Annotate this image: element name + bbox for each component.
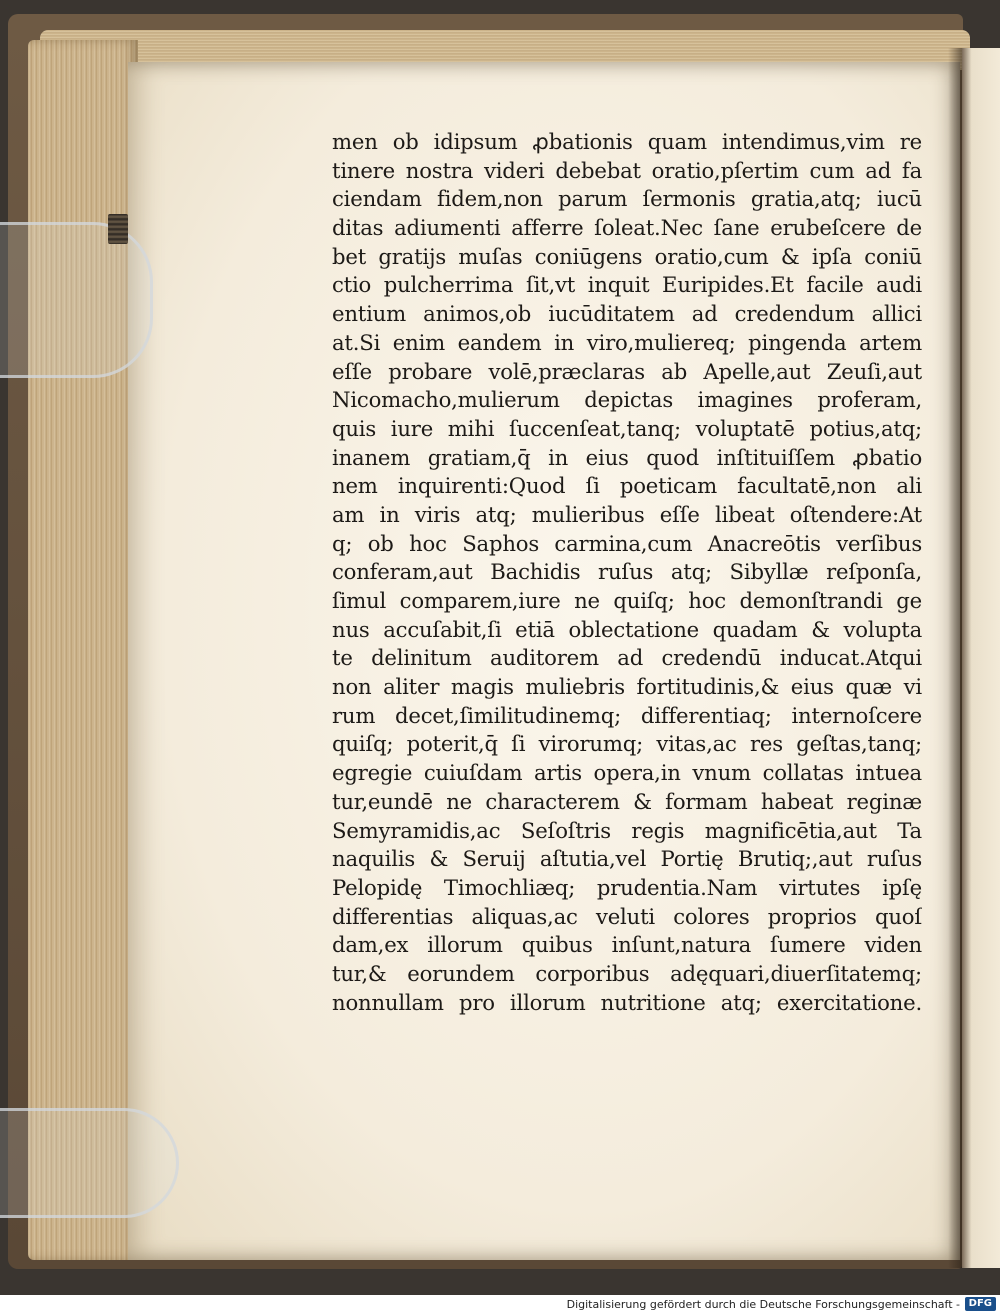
text-line: eſſe probare volē,præclaras ab Apelle,aut Zeuſi,aut	[332, 358, 922, 384]
text-line: bet gratijs muſas coniūgens oratio,cum & ipſa coniū	[332, 243, 922, 269]
text-line: Nicomacho,mulierum depictas imagines proferam,	[332, 387, 922, 413]
text-line: te delinitum auditorem ad credendū inducat.Atqui	[332, 645, 922, 671]
facing-page-strip	[962, 48, 1000, 1268]
text-line: at.Si enim eandem in viro,muliereq; pingenda artem	[332, 329, 922, 355]
text-line: quis iure mihi ſuccenſeat,tanq; voluptatē potius,atq;	[332, 415, 922, 441]
page-text-block	[332, 128, 922, 1017]
text-line: ciendam fidem,non parum ſermonis gratia,atq; iucū	[332, 186, 922, 212]
page-clip-bottom	[0, 1108, 179, 1218]
text-line: Pelopidę Timochliæq; prudentia.Nam virtutes ipſę	[332, 874, 922, 900]
text-line: egregie cuiuſdam artis opera,in vnum collatas intuea	[332, 760, 922, 786]
text-line: ctio pulcherrima ſit,vt inquit Euripides.Et facile audi	[332, 272, 922, 298]
page-clip-top	[0, 222, 153, 378]
text-line: naquilis & Seruij aſtutia,vel Portię Brutiq;,aut ruſus	[332, 846, 922, 872]
text-line: non aliter magis muliebris fortitudinis,& eius quæ vi	[332, 674, 922, 700]
text-line: dam,ex illorum quibus inſunt,natura ſumere viden	[332, 932, 922, 958]
text-line: am in viris atq; mulieribus eſſe libeat oſtendere:At	[332, 501, 922, 527]
text-line: tur,eundē ne characterem & formam habeat reginæ	[332, 788, 922, 814]
text-line: tinere nostra videri debebat oratio,pſertim cum ad fa	[332, 157, 922, 183]
text-line: conferam,aut Bachidis ruſus atq; Sibyllæ reſponſa,	[332, 559, 922, 585]
text-line: ditas adiumenti afferre ſoleat.Nec ſane erubeſcere de	[332, 215, 922, 241]
text-line: inanem gratiam,q̄ in eius quod inſtituiſſem ꝓbatio	[332, 444, 922, 470]
text-line: men ob idipsum ꝓbationis quam intendimus,vim re	[332, 129, 922, 154]
text-line: nonnullam pro illorum nutritione atq; exercitatione.	[332, 989, 922, 1015]
clip-tab	[108, 214, 128, 244]
text-line: rum decet,ſimilitudinemq; differentiaq; internoſcere	[332, 702, 922, 728]
text-line: nem inquirenti:Quod ſi poeticam facultatē,non ali	[332, 473, 922, 499]
text-line: quiſq; poterit,q̄ ſi virorumq; vitas,ac res geſtas,tanq;	[332, 731, 922, 757]
text-line: nus accuſabit,ſi etiā oblectatione quadam & volupta	[332, 616, 922, 642]
text-line: tur,& eorundem corporibus adęquari,diuerſitatemq;	[332, 960, 922, 986]
text-line: differentias aliquas,ac veluti colores proprios quoſ	[332, 903, 922, 929]
text-line: q; ob hoc Saphos carmina,cum Anacreōtis verſibus	[332, 530, 922, 556]
dfg-logo: DFG	[965, 1297, 996, 1311]
text-line: ſimul comparem,iure ne quiſq; hoc demonſtrandi ge	[332, 588, 922, 613]
footer-credit: Digitalisierung gefördert durch die Deutsche Forschungsgemeinschaft -	[566, 1298, 960, 1311]
text-line: entium animos,ob iucūditatem ad credendum allici	[332, 301, 922, 327]
text-line: Semyramidis,ac Seſoſtris regis magnificētia,aut Ta	[332, 817, 922, 843]
